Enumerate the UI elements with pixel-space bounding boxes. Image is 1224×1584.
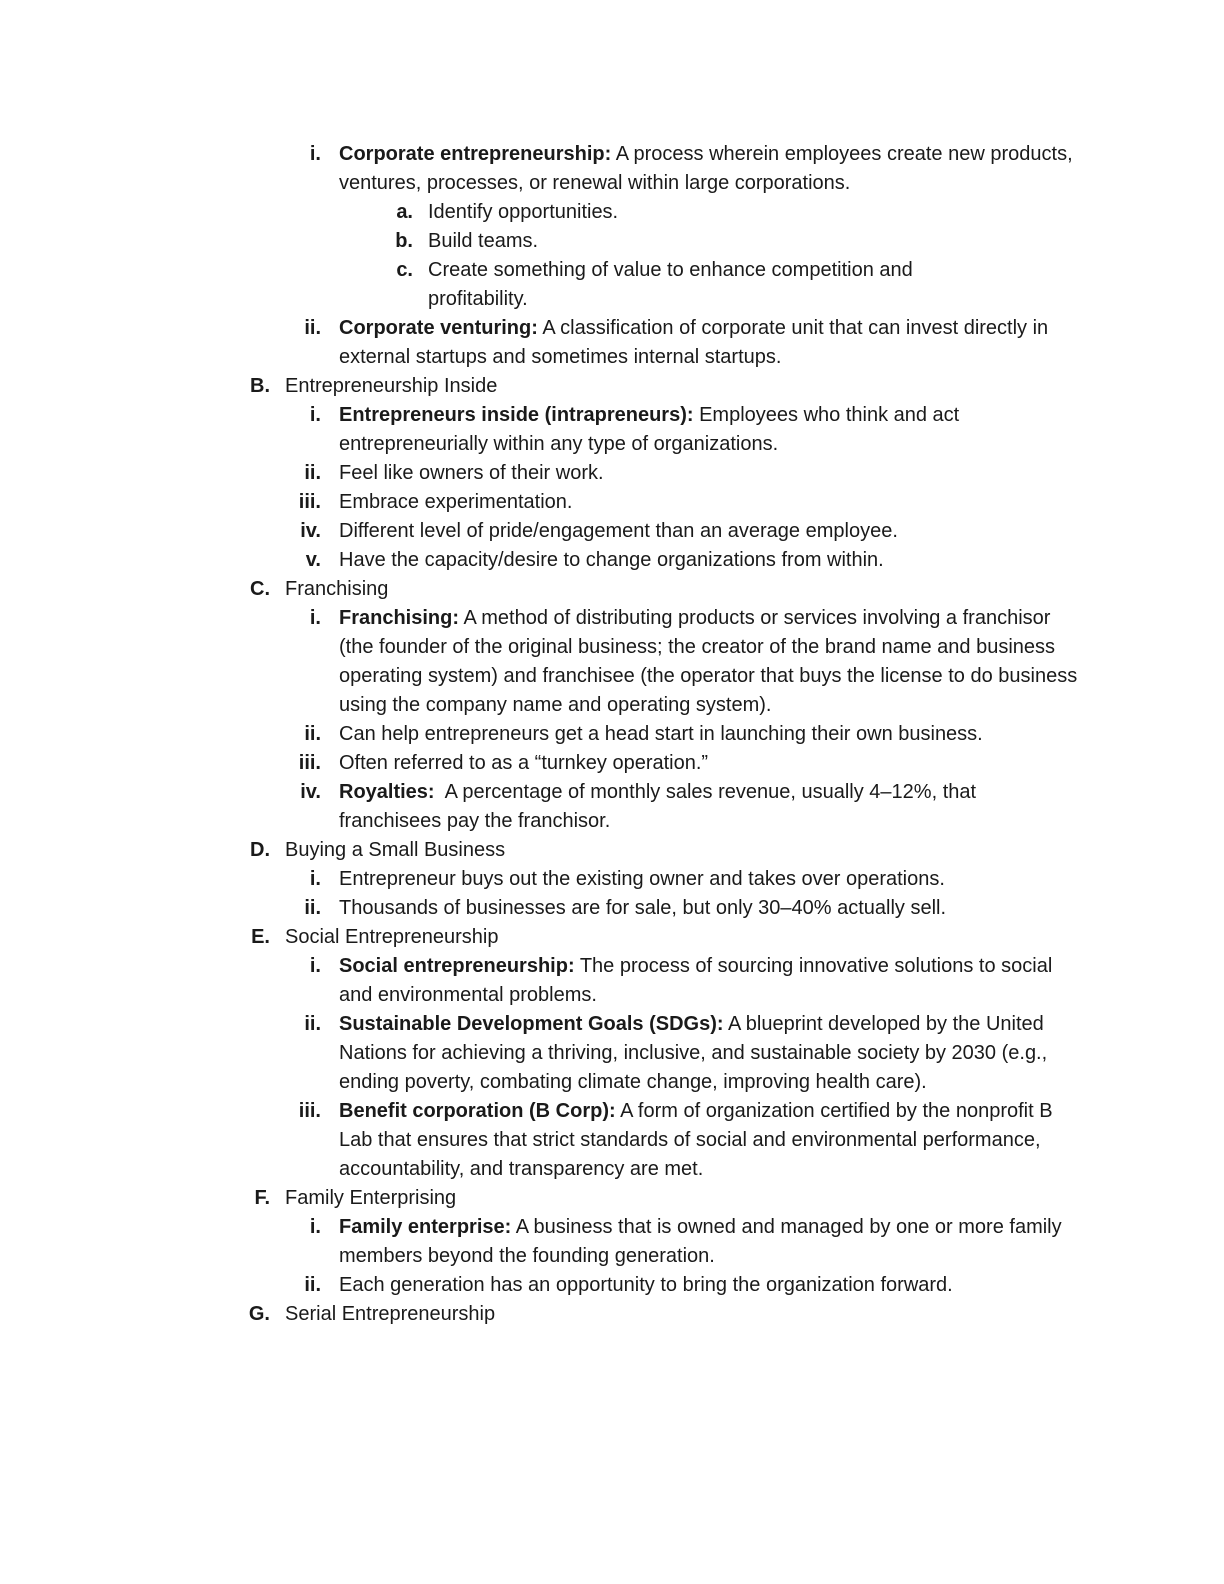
item-content (339, 1097, 1079, 1184)
item-text: A method of distributing products or services involving a franchisor (the founder of the original business; the creator of the brand name and business operating system) and franchisee (the operator that buys the license to do business using the company name and operating system). (339, 607, 1083, 716)
outline-item (300, 778, 1079, 836)
item-content (339, 1010, 1079, 1097)
item-marker: C. (250, 578, 270, 600)
item-marker: E. (251, 926, 270, 948)
item-content (285, 575, 1085, 604)
item-content (339, 720, 1079, 749)
item-marker: i. (309, 1216, 321, 1238)
outline-item (300, 517, 1079, 546)
defined-term: Entrepreneurs inside (intrapreneurs): (339, 404, 694, 426)
item-marker: a. (396, 201, 413, 223)
item-marker: ii. (304, 897, 321, 919)
outline-item (309, 865, 1079, 894)
outline-item (309, 1213, 1079, 1271)
defined-term: Franchising: (339, 607, 460, 629)
item-content (339, 865, 1079, 894)
item-marker: c. (396, 259, 413, 281)
item-marker: iii. (298, 491, 321, 513)
item-marker: iii. (298, 752, 321, 774)
item-text: Identify opportunities. (428, 201, 619, 223)
outline-subitem (396, 256, 968, 314)
item-marker: i. (309, 143, 321, 165)
outline-item (305, 546, 1079, 575)
item-content (339, 314, 1079, 372)
item-content (285, 1300, 1085, 1329)
section-heading (248, 1300, 1085, 1329)
item-marker: ii. (304, 723, 321, 745)
outline-document (0, 140, 1224, 1329)
item-content (285, 1184, 1085, 1213)
item-text: Each generation has an opportunity to bring the organization forward. (339, 1274, 953, 1296)
outline-item (304, 1271, 1079, 1300)
item-text: Serial Entrepreneurship (285, 1303, 496, 1325)
item-text: Family Enterprising (285, 1187, 457, 1209)
item-marker: iii. (298, 1100, 321, 1122)
item-content (428, 227, 968, 256)
outline-item (304, 314, 1079, 372)
defined-term: Royalties: (339, 781, 435, 803)
section-heading (254, 1184, 1085, 1213)
section-heading (250, 575, 1085, 604)
item-content (339, 546, 1079, 575)
item-text: A blueprint developed by the United Nations for achieving a thriving, inclusive, and sustainable society by 2030 (e.g., ending poverty, combating climate change, improving health care). (339, 1013, 1053, 1093)
item-marker: G. (248, 1303, 270, 1325)
item-marker: b. (395, 230, 413, 252)
item-text: Different level of pride/engagement than an average employee. (339, 520, 898, 542)
item-text: Entrepreneur buys out the existing owner and takes over operations. (339, 868, 945, 890)
item-content (339, 604, 1083, 720)
outline-item (298, 1097, 1079, 1184)
item-content (285, 372, 1085, 401)
item-text: Often referred to as a “turnkey operation.” (339, 752, 709, 774)
item-text: A form of organization certified by the nonprofit B Lab that ensures that strict standards of social and environmental performance, accountability, and transparency are met. (339, 1100, 1059, 1180)
item-marker: i. (309, 404, 321, 426)
defined-term: Corporate entrepreneurship: (339, 143, 612, 165)
item-text: Feel like owners of their work. (339, 462, 604, 484)
outline-item (304, 720, 1079, 749)
outline-item (309, 952, 1079, 1010)
defined-term: Sustainable Development Goals (SDGs): (339, 1013, 724, 1035)
item-text: Build teams. (428, 230, 539, 252)
item-content (339, 749, 1079, 778)
item-text: Entrepreneurship Inside (285, 375, 498, 397)
item-content (339, 952, 1079, 1010)
outline-item (309, 401, 1079, 459)
item-marker: D. (250, 839, 270, 861)
item-marker: ii. (304, 1274, 321, 1296)
item-text: The process of sourcing innovative solutions to social and environmental problems. (339, 955, 1058, 1006)
item-text: Create something of value to enhance competition and profitability. (428, 259, 919, 310)
item-text: Embrace experimentation. (339, 491, 573, 513)
item-marker: v. (305, 549, 321, 571)
item-content (285, 923, 1085, 952)
item-content (339, 1271, 1079, 1300)
defined-term: Social entrepreneurship: (339, 955, 575, 977)
item-marker: ii. (304, 462, 321, 484)
item-content (428, 198, 968, 227)
item-content (339, 894, 1079, 923)
outline-item (309, 604, 1083, 720)
item-content (339, 488, 1079, 517)
section-heading (251, 923, 1085, 952)
item-text: Employees who think and act entrepreneurially within any type of organizations. (339, 404, 965, 455)
item-text: Franchising (285, 578, 389, 600)
item-text: Can help entrepreneurs get a head start in launching their own business. (339, 723, 983, 745)
item-text: A process wherein employees create new products, ventures, processes, or renewal within large corporations. (339, 143, 1079, 194)
item-text: Thousands of businesses are for sale, but only 30–40% actually sell. (339, 897, 947, 919)
item-content (339, 517, 1079, 546)
item-text: A percentage of monthly sales revenue, usually 4–12%, that franchisees pay the franchisor. (339, 781, 982, 832)
item-content (339, 459, 1079, 488)
item-marker: iv. (300, 781, 321, 803)
outline-subitem (396, 198, 968, 227)
outline-item (298, 749, 1079, 778)
item-text: Have the capacity/desire to change organizations from within. (339, 549, 884, 571)
item-content (428, 256, 968, 314)
item-marker: iv. (300, 520, 321, 542)
item-marker: i. (309, 607, 321, 629)
item-marker: i. (309, 955, 321, 977)
outline-item (298, 488, 1079, 517)
outline-item (304, 459, 1079, 488)
outline-subitem (395, 227, 968, 256)
item-content (339, 401, 1079, 459)
section-heading (250, 372, 1085, 401)
outline-item (309, 140, 1079, 198)
item-marker: ii. (304, 317, 321, 339)
item-marker: i. (309, 868, 321, 890)
defined-term: Family enterprise: (339, 1216, 512, 1238)
outline-item (304, 1010, 1079, 1097)
item-text: Buying a Small Business (285, 839, 506, 861)
section-heading (250, 836, 1085, 865)
defined-term: Benefit corporation (B Corp): (339, 1100, 616, 1122)
item-content (339, 140, 1079, 198)
item-content (339, 1213, 1079, 1271)
defined-term: Corporate venturing: (339, 317, 538, 339)
item-text: A classification of corporate unit that can invest directly in external startups and sometimes internal startups. (339, 317, 1054, 368)
item-content (339, 778, 1079, 836)
item-content (285, 836, 1085, 865)
item-text: A business that is owned and managed by one or more family members beyond the founding generation. (339, 1216, 1068, 1267)
item-marker: ii. (304, 1013, 321, 1035)
outline-item (304, 894, 1079, 923)
item-text: Social Entrepreneurship (285, 926, 499, 948)
item-marker: F. (254, 1187, 270, 1209)
item-marker: B. (250, 375, 270, 397)
